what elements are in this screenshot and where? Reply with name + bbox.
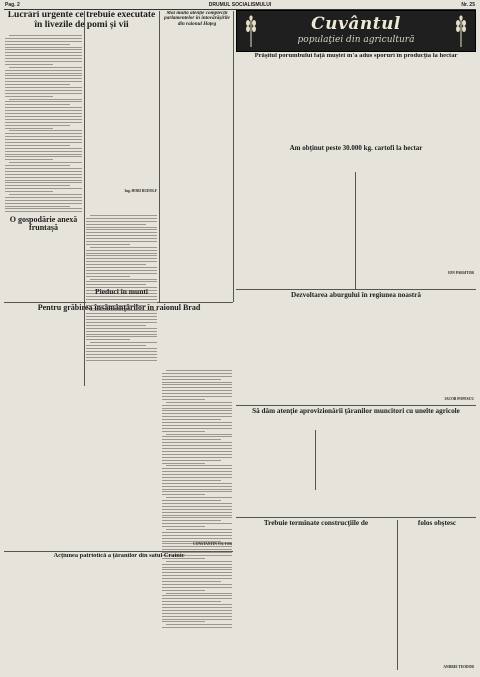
text-line — [5, 73, 82, 74]
text-line — [5, 44, 70, 45]
text-line — [5, 101, 82, 102]
text-line — [5, 122, 82, 123]
text-line — [162, 384, 232, 385]
text-line — [86, 267, 157, 268]
text-line — [5, 136, 82, 137]
byline-name: IACOB POPESCU — [444, 397, 474, 401]
text-line — [162, 523, 232, 524]
text-line — [9, 130, 82, 131]
text-line — [5, 75, 82, 76]
text-line — [5, 41, 82, 42]
text-line — [162, 538, 232, 539]
text-line — [162, 445, 232, 446]
text-line — [162, 436, 232, 437]
article-constructii — [237, 520, 395, 528]
text-line — [86, 241, 157, 242]
text-line — [162, 474, 232, 475]
text-line — [5, 203, 82, 204]
text-line — [90, 215, 157, 216]
byline-name: Ing. HOBI RUDOLF — [124, 189, 157, 193]
byline-name: ANDREI TEODOR — [443, 665, 474, 669]
text-line — [5, 58, 82, 59]
text-line — [162, 595, 232, 596]
text-line — [5, 61, 82, 62]
text-line — [162, 393, 232, 394]
masthead-title: Cuvântul — [311, 14, 401, 34]
article-body — [162, 370, 232, 632]
text-line — [162, 477, 232, 478]
text-line — [90, 247, 157, 248]
text-line — [162, 616, 232, 617]
byline — [397, 396, 474, 402]
masthead-subtitle: populaţiei din agricultură — [297, 35, 415, 45]
text-line — [162, 549, 232, 550]
text-line — [86, 345, 146, 346]
text-line — [86, 296, 157, 297]
text-line — [162, 535, 232, 536]
text-line — [162, 532, 232, 533]
text-line — [86, 325, 146, 326]
text-line — [5, 125, 70, 126]
byline — [86, 188, 157, 194]
text-line — [5, 182, 82, 183]
text-line — [162, 405, 232, 406]
text-line — [86, 334, 157, 335]
text-line — [5, 47, 82, 48]
text-line — [162, 601, 221, 602]
text-line — [9, 67, 82, 68]
text-line — [162, 584, 232, 585]
text-line — [86, 264, 146, 265]
article-headline: Acțiunea patriotică a țăranilor din satul Crainic — [53, 553, 185, 559]
text-line — [162, 419, 221, 420]
text-line — [5, 128, 53, 129]
text-line — [86, 354, 157, 355]
text-line — [5, 93, 82, 94]
text-line — [86, 351, 157, 352]
text-line — [166, 561, 232, 562]
page-label: Pag. 2 — [5, 2, 20, 8]
text-line — [5, 119, 82, 120]
column-divider — [397, 520, 398, 670]
text-line — [86, 316, 157, 317]
text-line — [5, 188, 82, 189]
text-line — [162, 468, 232, 469]
paper-name: DRUMUL SOCIALISMULUI — [208, 2, 272, 8]
text-line — [90, 342, 157, 343]
text-line — [9, 162, 82, 163]
article-lucrari-urgente — [5, 11, 158, 31]
article-body — [5, 35, 82, 215]
text-line — [5, 154, 82, 155]
text-line — [5, 55, 82, 56]
text-line — [166, 370, 232, 371]
text-line — [5, 191, 53, 192]
article-headline: Pentru grăbirea însămânțărilor în raionul Brad — [37, 304, 201, 312]
section-divider — [236, 517, 476, 518]
text-line — [162, 399, 205, 400]
text-line — [162, 480, 221, 481]
text-line — [5, 174, 82, 175]
text-line — [162, 590, 205, 591]
text-line — [162, 486, 232, 487]
column-divider — [315, 430, 316, 490]
text-line — [86, 221, 157, 222]
text-line — [162, 373, 232, 374]
text-line — [86, 250, 157, 251]
text-line — [86, 258, 157, 259]
text-line — [162, 517, 232, 518]
text-line — [86, 328, 157, 329]
byline — [400, 664, 474, 670]
text-line — [5, 64, 53, 65]
text-line — [162, 387, 232, 388]
text-line — [162, 410, 232, 411]
text-line — [86, 276, 130, 277]
text-line — [5, 107, 82, 108]
text-line — [162, 621, 205, 622]
text-line — [86, 336, 157, 337]
article-mai-multa-atentie — [162, 11, 232, 27]
text-line — [86, 331, 157, 332]
article-headline: Mai multă atenție complecții parlamentelor în întovărășirile din raionul Hațeg — [164, 11, 230, 27]
text-line — [5, 151, 82, 152]
masthead-banner — [236, 10, 476, 52]
text-line — [162, 396, 232, 397]
section-divider — [236, 289, 476, 290]
article-headline: O gospodărie anexă fruntașă — [9, 216, 78, 233]
article-aprovizionare — [237, 408, 475, 416]
text-line — [5, 156, 82, 157]
section-divider — [236, 405, 476, 406]
text-line — [162, 376, 232, 377]
column-divider — [159, 11, 160, 302]
text-line — [162, 483, 232, 484]
text-line — [162, 489, 232, 490]
text-line — [162, 428, 232, 429]
text-line — [86, 319, 157, 320]
text-line — [86, 357, 157, 358]
text-line — [162, 587, 232, 588]
column-divider — [233, 11, 234, 302]
text-line — [86, 284, 146, 285]
column-divider — [355, 172, 356, 289]
text-line — [86, 255, 157, 256]
text-line — [5, 208, 82, 209]
text-line — [86, 313, 157, 314]
text-line — [9, 99, 82, 100]
text-line — [5, 87, 82, 88]
text-line — [162, 575, 232, 576]
text-line — [162, 379, 221, 380]
text-line — [86, 235, 157, 236]
text-line — [166, 497, 232, 498]
text-line — [166, 624, 232, 625]
text-line — [86, 322, 157, 323]
text-line — [5, 206, 70, 207]
text-line — [86, 261, 157, 262]
text-line — [5, 49, 82, 50]
text-line — [5, 81, 82, 82]
text-line — [86, 238, 157, 239]
article-pieduci-headline — [86, 288, 157, 296]
text-line — [162, 598, 232, 599]
text-line — [5, 38, 82, 39]
text-line — [5, 110, 82, 111]
text-line — [162, 569, 232, 570]
text-line — [5, 84, 70, 85]
byline-name: ION PARSITOR — [448, 271, 474, 275]
article-headline: Dezvoltarea aburgului în regiunea noastră — [291, 292, 421, 299]
text-line — [162, 416, 232, 417]
text-line — [5, 200, 82, 201]
article-dezvoltarea — [237, 292, 475, 300]
text-line — [5, 139, 82, 140]
article-constructii-tail — [400, 520, 474, 528]
text-line — [162, 463, 205, 464]
byline — [358, 270, 474, 276]
text-line — [86, 348, 157, 349]
text-line — [162, 515, 232, 516]
article-headline: Prășitul porumbului față muștei m'a adus sporuri în producția la hectar — [254, 53, 458, 59]
text-line — [5, 104, 70, 105]
text-line — [5, 116, 82, 117]
text-line — [162, 526, 205, 527]
article-cartofi — [237, 145, 475, 152]
text-line — [162, 607, 232, 608]
article-headline: Pieduci în munti — [95, 288, 148, 296]
text-line — [162, 500, 221, 501]
text-line — [90, 279, 157, 280]
text-line — [5, 90, 82, 91]
text-line — [5, 185, 70, 186]
text-line — [86, 253, 157, 254]
text-line — [5, 96, 53, 97]
text-line — [162, 572, 232, 573]
text-line — [162, 491, 232, 492]
text-line — [162, 578, 232, 579]
text-line — [5, 78, 82, 79]
article-headline: folos obştesc — [417, 520, 457, 527]
byline — [162, 541, 232, 547]
text-line — [5, 52, 82, 53]
issue-number: Nr. 25 — [461, 2, 475, 8]
text-line — [5, 145, 70, 146]
text-line — [86, 227, 157, 228]
text-line — [86, 229, 157, 230]
text-line — [162, 581, 221, 582]
article-gospodarie-anexa — [5, 216, 82, 233]
article-headline: Lucrări urgente ce trebuie executate în livezile de pomi și vii — [7, 11, 156, 30]
text-line — [162, 413, 232, 414]
article-actiunea-patriotica — [5, 553, 233, 560]
text-line — [162, 610, 232, 611]
text-line — [162, 494, 205, 495]
text-line — [9, 35, 82, 36]
text-line — [162, 460, 221, 461]
text-line — [86, 232, 157, 233]
text-line — [162, 448, 232, 449]
byline-name: CONSTANTIN VICTOR — [193, 542, 232, 546]
text-line — [162, 422, 232, 423]
text-line — [162, 627, 232, 628]
text-line — [5, 148, 82, 149]
text-line — [162, 564, 232, 565]
text-line — [166, 402, 232, 403]
article-headline: Trebuie terminate construcţiile de — [263, 520, 369, 527]
text-line — [162, 619, 232, 620]
text-line — [5, 70, 82, 71]
text-line — [5, 177, 82, 178]
text-line — [162, 613, 232, 614]
text-line — [5, 180, 82, 181]
text-line — [166, 434, 232, 435]
article-prasitul-porumbului — [237, 53, 475, 60]
text-line — [162, 439, 221, 440]
text-line — [162, 425, 232, 426]
text-line — [5, 197, 82, 198]
text-line — [162, 442, 232, 443]
text-line — [162, 454, 232, 455]
text-line — [162, 506, 232, 507]
text-line — [162, 503, 232, 504]
text-line — [162, 408, 232, 409]
article-headline: Să dăm atenție aprovizionării țăranilor muncitori cu unelte agricole — [252, 408, 460, 415]
text-line — [5, 211, 82, 212]
text-line — [162, 567, 232, 568]
text-line — [86, 218, 157, 219]
text-line — [162, 390, 232, 391]
text-line — [166, 593, 232, 594]
text-line — [162, 520, 221, 521]
text-line — [86, 339, 130, 340]
text-line — [162, 604, 232, 605]
text-line — [86, 270, 157, 271]
text-line — [5, 159, 53, 160]
text-line — [86, 281, 157, 282]
text-line — [86, 244, 130, 245]
text-line — [166, 465, 232, 466]
text-line — [162, 382, 232, 383]
text-line — [5, 113, 82, 114]
text-line — [86, 273, 157, 274]
text-line — [162, 471, 232, 472]
text-line — [162, 512, 232, 513]
text-line — [5, 142, 82, 143]
text-line — [5, 133, 82, 134]
text-line — [5, 165, 70, 166]
text-line — [162, 457, 232, 458]
text-line — [9, 194, 82, 195]
text-line — [86, 302, 157, 303]
article-grabirea-insamantarilor — [5, 304, 233, 312]
article-headline: Am obținut peste 30.000 kg. cartofi la hectar — [289, 145, 423, 152]
text-line — [86, 299, 157, 300]
column-divider — [84, 11, 85, 386]
text-line — [162, 509, 232, 510]
text-line — [166, 529, 232, 530]
text-line — [86, 224, 146, 225]
text-line — [162, 451, 232, 452]
wheat-icon — [453, 15, 469, 47]
text-line — [5, 168, 82, 169]
text-line — [162, 431, 205, 432]
text-line — [86, 360, 157, 361]
text-line — [5, 171, 82, 172]
